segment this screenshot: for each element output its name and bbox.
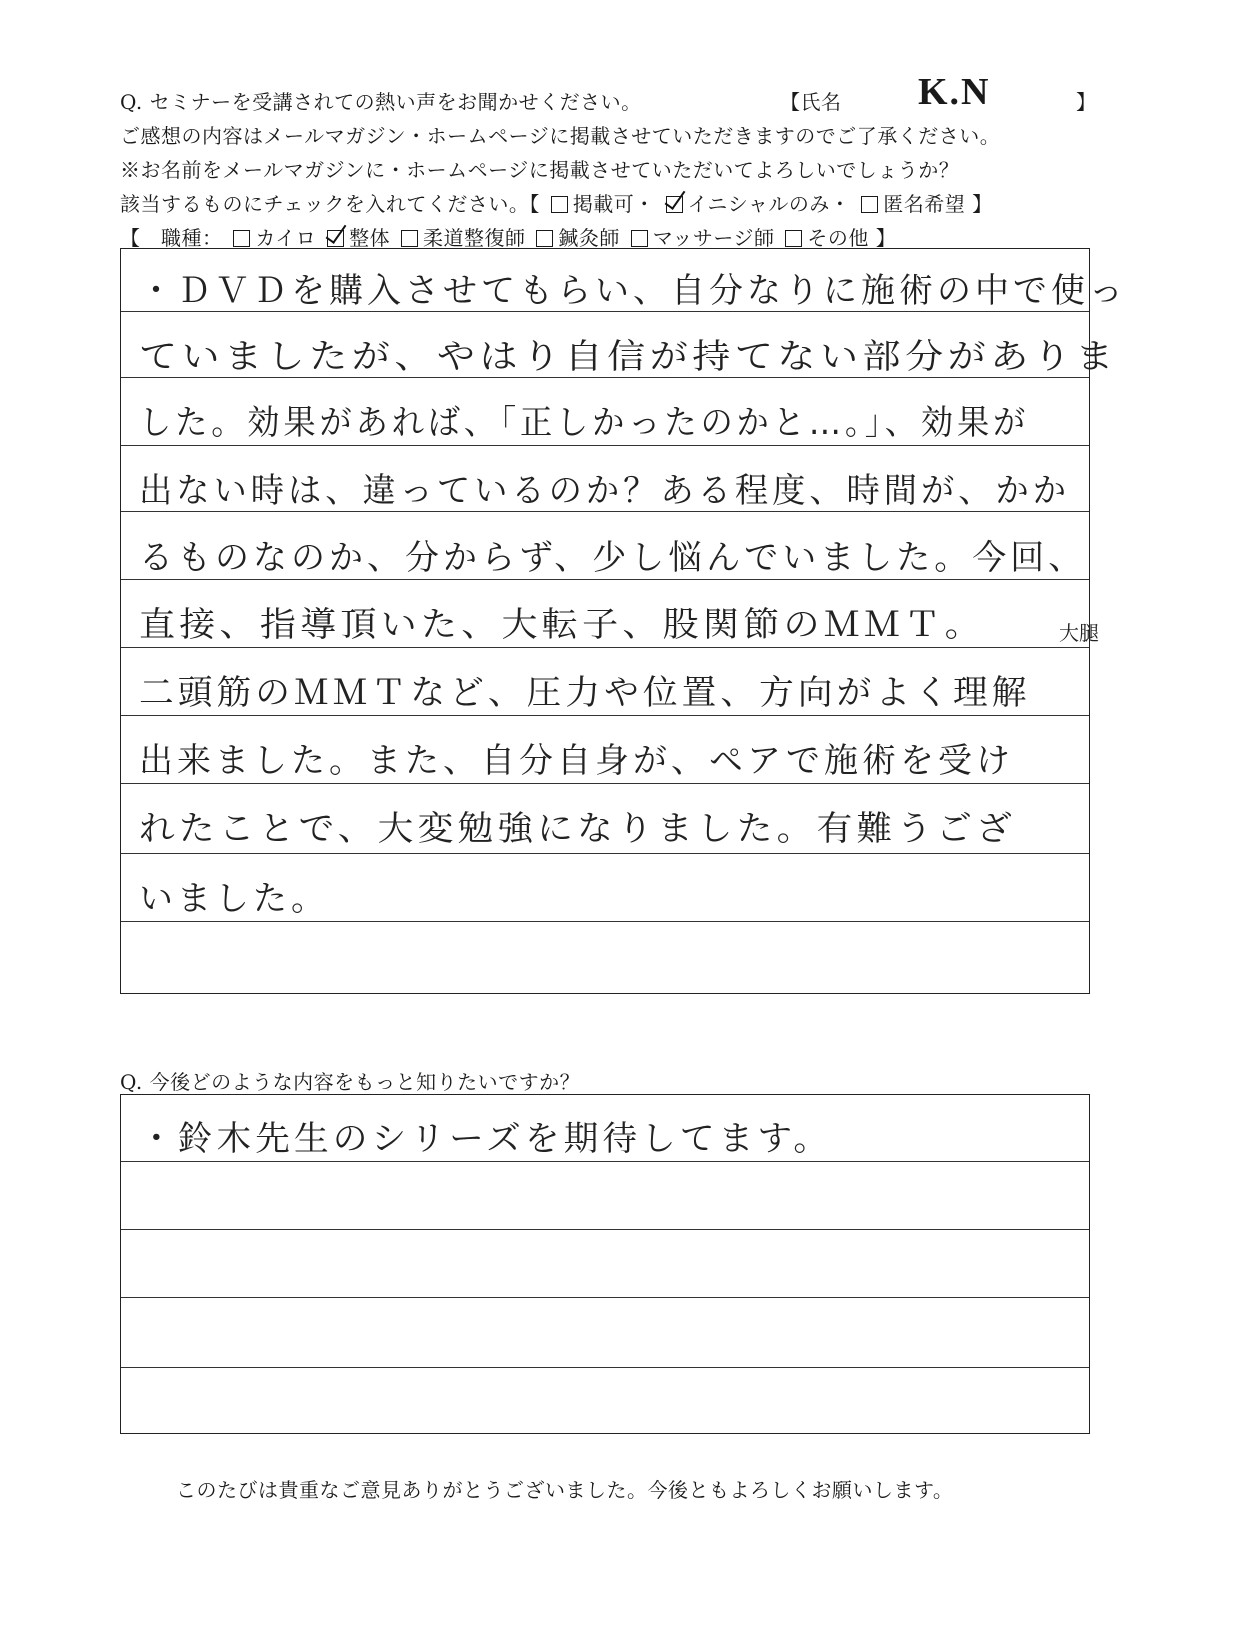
occupation-chiro: カイロ — [255, 226, 317, 250]
checkbox-other[interactable] — [785, 230, 802, 247]
answer-1-line: れたことで、大変勉強になりました。有難うござ — [139, 809, 1017, 849]
option-publish-ok: 掲載可・ — [572, 192, 655, 216]
occupation-label: 【 職種： — [120, 226, 223, 250]
occupation-bracket-close: 】 — [875, 226, 897, 250]
checkbox-initials-only[interactable] — [666, 196, 683, 213]
answer-1-line: ていましたが、やはり自信が持てない部分がありま — [139, 337, 1118, 377]
ruled-line — [121, 647, 1089, 648]
publish-options-row — [120, 188, 993, 217]
name-bracket-close: 】 — [1076, 90, 1097, 114]
checkbox-publish-ok[interactable] — [551, 196, 568, 213]
ruled-line — [121, 445, 1089, 446]
answer-2-line: ・鈴木先生のシリーズを期待してます。 — [139, 1119, 833, 1159]
margin-note: 大腿 — [1059, 621, 1099, 645]
ruled-line — [121, 853, 1089, 854]
checkbox-seitai[interactable] — [327, 230, 344, 247]
occupation-acupuncturist: 鍼灸師 — [558, 226, 620, 250]
answer-1-box[interactable] — [120, 248, 1127, 994]
option-anonymous: 匿名希望 — [883, 192, 966, 216]
ruled-line — [121, 921, 1089, 922]
answer-1-line: 直接、指導頂いた、大転子、股関節のＭＭＴ。 — [139, 605, 985, 645]
checkbox-anonymous[interactable] — [861, 196, 878, 213]
option-initials-only: イニシャルのみ・ — [687, 192, 851, 216]
answer-1-line: 出来ました。また、自分自身が、ペアで施術を受け — [139, 741, 1015, 781]
checkbox-chiro[interactable] — [233, 230, 250, 247]
ruled-line — [121, 1161, 1089, 1162]
ruled-line — [121, 579, 1089, 580]
answer-1-line: ・ＤＶＤを購入させてもらい、自分なりに施術の中で使っ — [139, 271, 1127, 311]
footer-thanks: このたびは貴重なご意見ありがとうございました。今後ともよろしくお願いします。 — [176, 1478, 954, 1502]
name-value: K.N — [918, 71, 991, 113]
check-prompt: 該当するものにチェックを入れてください。【 — [120, 192, 540, 216]
occupation-row — [120, 222, 896, 251]
ruled-line — [121, 1367, 1089, 1368]
bracket-close: 】 — [972, 192, 993, 216]
name-permission-question: ※お名前をメールマガジンに・ホームページに掲載させていただいてよろしいでしょうか？ — [120, 158, 960, 182]
occupation-seitai: 整体 — [349, 226, 391, 250]
answer-1-line: 二頭筋のＭＭＴなど、圧力や位置、方向がよく理解 — [139, 673, 1031, 713]
publication-notice: ご感想の内容はメールマガジン・ホームページに掲載させていただきますのでご了承ください。 — [120, 124, 1001, 148]
answer-1-line: した。効果があれば、「正しかったのかと…。」、効果が — [139, 403, 1030, 443]
ruled-line — [121, 1229, 1089, 1230]
checkbox-massage[interactable] — [631, 230, 648, 247]
answer-2-box[interactable] — [120, 1094, 1090, 1434]
occupation-other: その他 — [807, 226, 869, 250]
answer-1-line: いました。 — [139, 879, 329, 919]
occupation-judo-therapist: 柔道整復師 — [422, 226, 526, 250]
occupation-massage: マッサージ師 — [652, 226, 775, 250]
checkbox-acupuncturist[interactable] — [536, 230, 553, 247]
answer-1-line: るものなのか、分からず、少し悩んでいました。今回、 — [139, 538, 1087, 578]
checkbox-judo-therapist[interactable] — [401, 230, 418, 247]
answer-1-line: 出ない時は、違っているのか？ある程度、時間が、かか — [139, 471, 1070, 511]
name-label: 【氏名 — [780, 90, 842, 114]
question-1-label: Q. セミナーを受講されての熱い声をお聞かせください。 — [120, 90, 642, 114]
ruled-line — [121, 783, 1089, 784]
ruled-line — [121, 715, 1089, 716]
question-2-label: Q. 今後どのような内容をもっと知りたいですか？ — [120, 1070, 581, 1094]
ruled-line — [121, 1297, 1089, 1298]
